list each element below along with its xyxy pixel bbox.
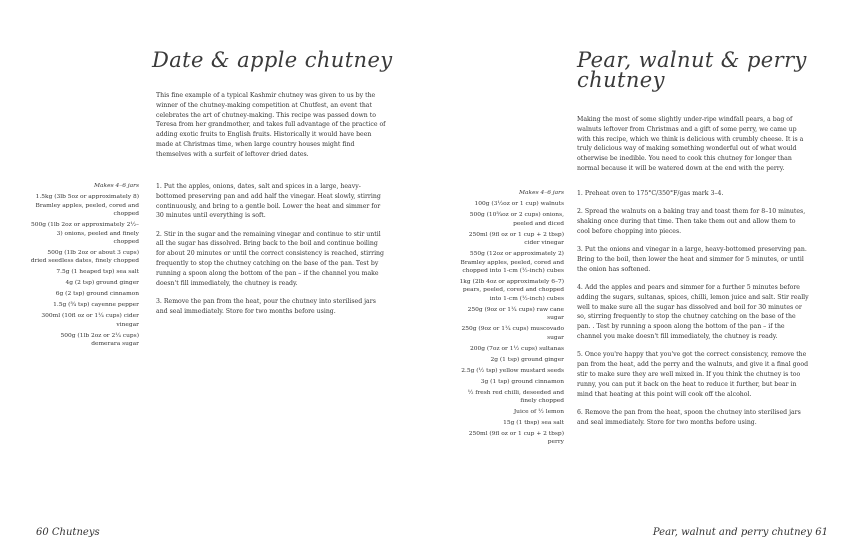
page-footer: 60 Chutneys xyxy=(36,527,100,538)
ingredient: 1.5g (¾ tsp) cayenne pepper xyxy=(53,302,139,309)
yield: Makes 4–6 jars xyxy=(94,183,139,189)
ingredient: 250g (9oz or 1¼ cups) muscovado sugar xyxy=(461,326,564,341)
method-step: 1. Preheat oven to 175°C/350°F/gas mark 3–4. xyxy=(577,190,724,197)
method-step: 4. Add the apples and pears and simmer for a further 5 minutes before adding the sugars, sultanas, spices, chilli, lemon juice and salt. Stir really well to make sure all the sugar has dissolved and boil for 30 minutes or so, stirring frequently to stop the chutney catching on the base of the pan. . Test by running a spoon along the bottom of the pan – if the channel you make doesn't fill immediately, the chutney is ready. xyxy=(577,284,809,341)
ingredient: Juice of ½ lemon xyxy=(513,409,564,416)
ingredient: 500g (1lb 2oz or about 3 cups) dried seedless dates, finely chopped xyxy=(30,250,139,265)
intro-text: This fine example of a typical Kashmir chutney was given to us by the winner of the chutney-making competition at Chutfest, an event that celebrates the art of chutney-making. This recipe was passed down to Teresa from her grandmother, and takes full advantage of the practice of adding exotic fruits to English fruits. Historically it would have been made at Christmas time, when large country houses might find themselves with a surfeit of leftover dried dates. xyxy=(156,92,386,158)
ingredient: 2.5g (½ tsp) yellow mustard seeds xyxy=(461,367,564,374)
ingredient: 1kg (2lb 4oz or approximately 6–7) pears, peeled, cored and chopped into 1-cm (½-inch) cubes xyxy=(459,279,564,302)
ingredient: 500g (1lb 2oz or approximately 2½–3) onions, peeled and finely chopped xyxy=(30,222,139,246)
ingredient: 250ml (9fl oz or 1 cup + 2 tbsp) cider vinegar xyxy=(468,231,564,247)
page-footer: Pear, walnut and perry chutney 61 xyxy=(652,527,828,538)
ingredients-list xyxy=(30,182,139,351)
recipe-title xyxy=(577,50,807,90)
ingredient: 6g (2 tsp) ground cinnamon xyxy=(55,291,139,298)
ingredient: 7.5g (1 heaped tsp) sea salt xyxy=(56,269,139,276)
right-page xyxy=(422,0,844,550)
ingredients-list xyxy=(455,189,564,449)
recipe-intro xyxy=(156,91,386,160)
recipe-intro xyxy=(577,115,809,174)
intro-text: Making the most of some slightly under-ripe windfall pears, a bag of walnuts leftover from Christmas and a gift of some perry, we came up with this recipe, which we think is delicious with crumbly cheese. It is a truly delicious way of making something wonderful out of what would otherwise be inedible. You need to cook this chutney for longer than normal because it will be watered down at the end with the perry. xyxy=(577,116,804,172)
method-step: 6. Remove the pan from the heat, spoon the chutney into sterilised jars and seal immediately. Store for two months before using. xyxy=(577,408,801,426)
ingredient: 500g (1lb 2oz or 2¼ cups) demerara sugar xyxy=(60,332,139,348)
method-step: 1. Put the apples, onions, dates, salt and spices in a large, heavy-bottomed preserving pan and add half the vinegar. Heat slowly, stirring continuously, and bring to a gentle boil. Lower the heat and simmer for 30 minutes until everything is soft. xyxy=(156,183,381,220)
recipe-title: Date & apple chutney xyxy=(152,48,393,72)
title-line: Pear, walnut & perry xyxy=(577,48,807,72)
ingredient: 300ml (10fl oz or 1¼ cups) cider vinegar xyxy=(41,313,139,328)
method-step: 2. Stir in the sugar and the remaining vinegar and continue to stir until all the sugar has dissolved. Bring back to the boil and continue boiling for about 20 minutes or until the correct consistency is reached, stirring frequently to stop the chutney catching on the base of the pan. Test by running a spoon along the bottom of the pan – if the channel you make doesn't fill immediately, the chutney is ready. xyxy=(156,230,385,287)
method-step: 2. Spread the walnuts on a baking tray and toast them for 8–10 minutes, shaking once during that time. Then take them out and allow them to cool before chopping into pieces. xyxy=(577,208,806,235)
ingredient: 1.5kg (3lb 5oz or approximately 8) Bramley apples, peeled, cored and chopped xyxy=(35,194,139,218)
title-line: chutney xyxy=(577,68,665,92)
ingredient: 15g (1 tbsp) sea salt xyxy=(503,420,564,427)
ingredient: 550g (12oz or approximately 2) Bramley apples, peeled, cored and chopped into 1-cm (½-inch) cubes xyxy=(460,251,564,275)
ingredient: 250g (9oz or 1¼ cups) raw cane sugar xyxy=(467,306,564,322)
ingredient: 100g (3½oz or 1 cup) walnuts xyxy=(474,201,564,208)
ingredient: 2g (1 tsp) ground ginger xyxy=(490,356,564,363)
ingredient: 200g (7oz or 1½ cups) sultanas xyxy=(470,345,564,352)
ingredient: 3g (1 tsp) ground cinnamon xyxy=(480,378,564,385)
method-step: 3. Put the onions and vinegar in a large, heavy-bottomed preserving pan. Bring to the boil, then lower the heat and simmer for 5 minutes, or until the onion has softened. xyxy=(577,246,807,273)
ingredient: 500g (10¾oz or 2 cups) onions, peeled and diced xyxy=(469,212,564,227)
method-steps xyxy=(156,182,386,325)
yield: Makes 4–6 jars xyxy=(519,190,564,196)
method-step: 3. Remove the pan from the heat, pour the chutney into sterilised jars and seal immediately. Store for two months before using. xyxy=(156,297,376,315)
ingredient: 4g (2 tsp) ground ginger xyxy=(65,280,139,287)
method-step: 5. Once you're happy that you've got the correct consistency, remove the pan from the heat, add the perry and the walnuts, and give it a final good stir to make sure they are well mixed in. If you think the chutney is too runny, you can put it back on the heat to reduce it further, but bear in mind that heating at this point will cook off the alcohol. xyxy=(577,351,809,398)
ingredient: 250ml (9fl oz or 1 cup + 2 tbsp) perry xyxy=(468,431,564,446)
ingredient: ½ fresh red chilli, deseeded and finely chopped xyxy=(467,389,564,405)
method-steps xyxy=(577,189,809,436)
